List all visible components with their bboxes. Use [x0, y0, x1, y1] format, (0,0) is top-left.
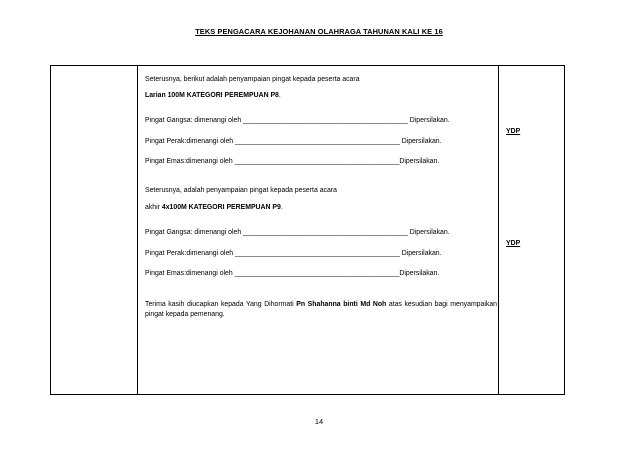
section1-intro: Seterusnya, berikut adalah penyampaian pingat kepada peserta acara: [145, 76, 360, 83]
section2-event: [145, 204, 283, 211]
page-title: TEKS PENGACARA KEJOHANAN OLAHRAGA TAHUNAN KALI KE 16: [195, 27, 443, 36]
script-table: [50, 65, 565, 395]
right-column: [498, 66, 564, 394]
section2-event-suffix: .: [280, 204, 283, 211]
section2-event-prefix: akhir: [145, 204, 162, 211]
left-column: [51, 66, 138, 394]
closing-suffix: atas kesudian bagi menyampaikan pingat kepada pemenang.: [145, 301, 497, 318]
section2-event-name: 4x100M KATEGORI PEREMPUAN P9: [161, 204, 281, 211]
section1-gangsa: Pingat Gangsa: dimenangi oleh ___________________________________________ Dipersilakan.: [145, 117, 450, 124]
section2-perak: Pingat Perak:dimenangi oleh ___________________________________________ Dipersilakan.: [145, 250, 442, 257]
section1-event-suffix: .: [278, 92, 281, 99]
section1-role: YDP: [506, 128, 521, 135]
section1-event: [145, 92, 281, 99]
page-number: 14: [314, 417, 324, 426]
section2-role: YDP: [506, 240, 521, 247]
section2-emas: Pingat Emas:dimenangi oleh ___________________________________________Dipersilakan.: [145, 270, 440, 277]
section2-intro: Seterusnya, adalah penyampaian pingat kepada peserta acara: [145, 187, 337, 194]
closing-prefix: Terima kasih diucapkan kepada Yang Dihormati: [145, 301, 297, 308]
section1-perak: Pingat Perak:dimenangi oleh ___________________________________________ Dipersilakan.: [145, 138, 442, 145]
section2-gangsa: Pingat Gangsa: dimenangi oleh ___________________________________________ Dipersilakan.: [145, 229, 450, 236]
closing-name: Pn Shahanna binti Md Noh: [296, 301, 387, 308]
section1-event-name: Larian 100M KATEGORI PEREMPUAN P8: [145, 92, 279, 99]
closing-paragraph: [145, 300, 497, 320]
section1-emas: Pingat Emas:dimenangi oleh ___________________________________________Dipersilakan.: [145, 158, 440, 165]
